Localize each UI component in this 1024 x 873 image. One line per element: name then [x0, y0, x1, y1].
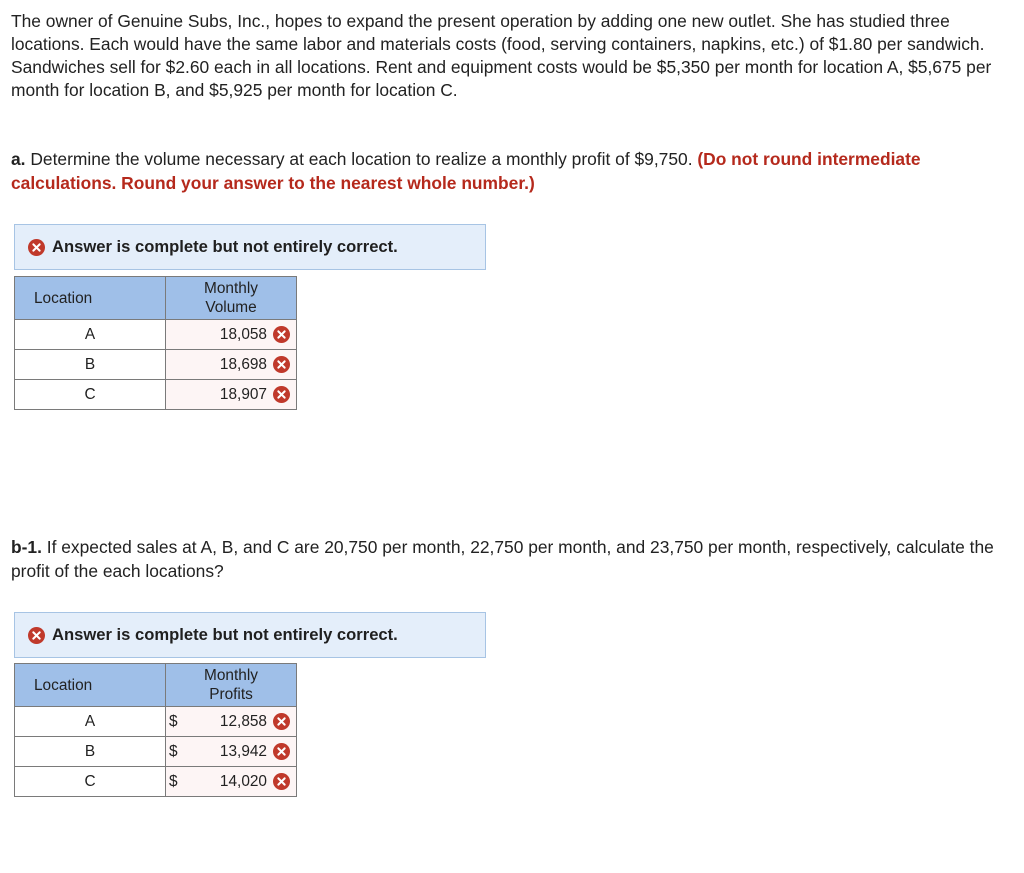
column-header-line-2: Volume	[205, 299, 257, 316]
volume-input-cell[interactable]	[166, 320, 297, 350]
part-a-question	[11, 148, 1011, 195]
currency-symbol: $	[169, 713, 178, 730]
table-row	[15, 737, 297, 767]
table-row	[15, 350, 297, 380]
column-header-line-2: Profits	[209, 686, 253, 703]
x-circle-icon	[28, 239, 45, 256]
profit-value[interactable]: 14,020	[219, 772, 267, 790]
x-circle-icon	[273, 326, 290, 343]
location-cell: A	[15, 320, 166, 350]
table-row	[15, 707, 297, 737]
volume-value[interactable]: 18,698	[219, 355, 267, 373]
table-row	[15, 380, 297, 410]
column-header-line-1: Monthly	[204, 280, 258, 297]
part-b-question	[11, 536, 1011, 583]
x-circle-icon	[273, 386, 290, 403]
answer-status-text: Answer is complete but not entirely correct.	[52, 625, 398, 644]
column-header-location: Location	[15, 664, 166, 707]
part-a-question-text: Determine the volume necessary at each location to realize a monthly profit of $9,750.	[30, 149, 693, 169]
part-a-instruction: (Do not round intermediate calculations. Round your answer to the nearest whole number.)	[11, 149, 921, 193]
part-a-label: a.	[11, 149, 26, 169]
profit-value[interactable]: 12,858	[219, 712, 267, 730]
part-b-question-text: If expected sales at A, B, and C are 20,750 per month, 22,750 per month, and 23,750 per month, respectively, calculate the profit of the each locations?	[11, 537, 994, 581]
problem-intro: The owner of Genuine Subs, Inc., hopes to expand the present operation by adding one new outlet. She has studied three locations. Each would have the same labor and materials costs (food, serving containers, napkins, etc.) of $1.80 per sandwich. Sandwiches sell for $2.60 each in all locations. Rent and equipment costs would be $5,350 per month for location A, $5,675 per month for location B, and $5,925 per month for location C.	[11, 11, 992, 100]
answer-status-banner-b	[14, 612, 486, 658]
column-header-monthly-profits	[166, 664, 297, 707]
volume-value[interactable]: 18,058	[219, 325, 267, 343]
column-header-monthly-volume	[166, 277, 297, 320]
part-b-label: b-1.	[11, 537, 42, 557]
profit-input-cell[interactable]	[166, 767, 297, 797]
volume-table	[14, 276, 297, 410]
profit-input-cell[interactable]	[166, 707, 297, 737]
x-circle-icon	[273, 743, 290, 760]
location-cell: C	[15, 767, 166, 797]
x-circle-icon	[273, 713, 290, 730]
answer-status-banner-a	[14, 224, 486, 270]
location-cell: B	[15, 350, 166, 380]
x-circle-icon	[28, 627, 45, 644]
location-cell: B	[15, 737, 166, 767]
column-header-line-1: Monthly	[204, 667, 258, 684]
column-header-location: Location	[15, 277, 166, 320]
x-circle-icon	[273, 356, 290, 373]
volume-input-cell[interactable]	[166, 380, 297, 410]
volume-input-cell[interactable]	[166, 350, 297, 380]
profit-input-cell[interactable]	[166, 737, 297, 767]
profit-value[interactable]: 13,942	[219, 742, 267, 760]
location-cell: A	[15, 707, 166, 737]
profits-table	[14, 663, 297, 797]
x-circle-icon	[273, 773, 290, 790]
location-cell: C	[15, 380, 166, 410]
table-row	[15, 320, 297, 350]
answer-status-text: Answer is complete but not entirely correct.	[52, 237, 398, 256]
currency-symbol: $	[169, 743, 178, 760]
currency-symbol: $	[169, 773, 178, 790]
table-row	[15, 767, 297, 797]
volume-value[interactable]: 18,907	[219, 385, 267, 403]
